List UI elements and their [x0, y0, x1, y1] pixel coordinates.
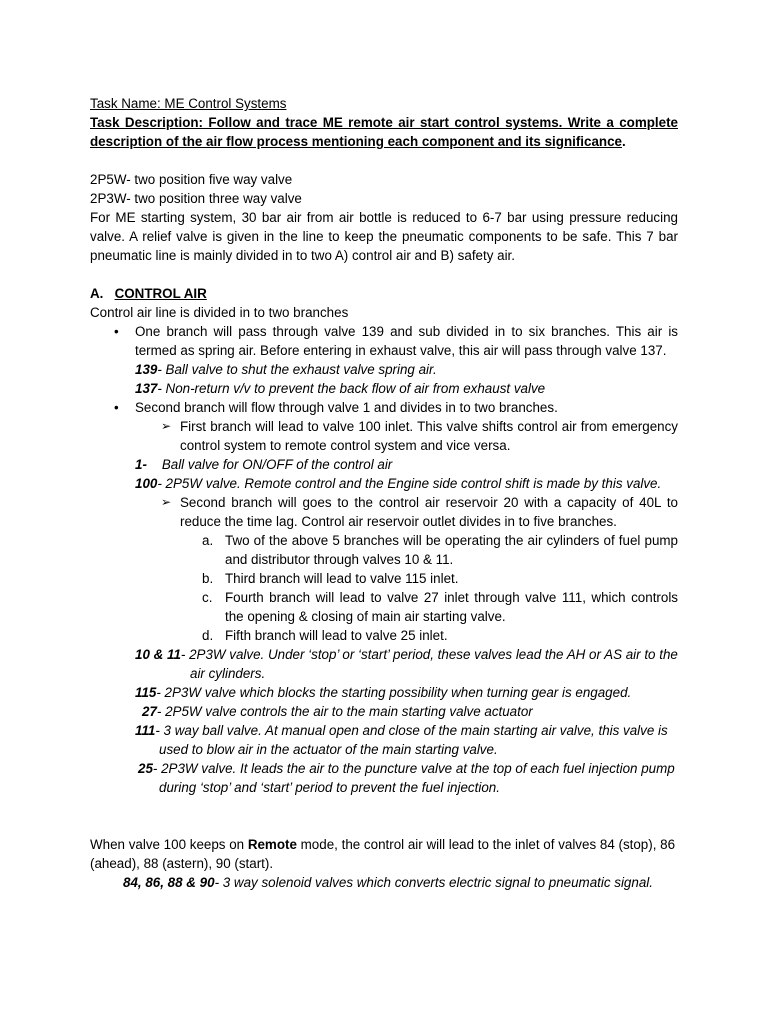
- sub-a-text: Two of the above 5 branches will be operating the air cylinders of fuel pump and distributor through valves 10 & 11.: [225, 533, 678, 567]
- task-name: Task Name: ME Control Systems: [90, 96, 287, 111]
- sub-b-letter: b.: [202, 571, 214, 586]
- note-25-num: 25: [138, 761, 153, 776]
- remote-bold: Remote: [247, 837, 297, 852]
- list-item: [90, 588, 678, 626]
- sub-d-text: Fifth branch will lead to valve 25 inlet.: [225, 628, 448, 643]
- note-1: [90, 455, 678, 474]
- note-115-text: - 2P3W valve which blocks the starting possibility when turning gear is engaged.: [156, 685, 632, 700]
- note-100: [90, 474, 678, 493]
- sub-c-text: Fourth branch will lead to valve 27 inlet through valve 111, which controls the opening & closing of main air starting valve.: [225, 590, 678, 624]
- task-description-period: .: [622, 134, 626, 149]
- list-item: [90, 531, 678, 569]
- note-1-num: 1-: [135, 457, 147, 472]
- note-84-text: - 3 way solenoid valves which converts electric signal to pneumatic signal.: [214, 875, 653, 890]
- note-100-num: 100: [135, 476, 158, 491]
- section-a-letter: A.: [90, 286, 104, 301]
- definition-2p3w: 2P3W- two position three way valve: [90, 191, 302, 206]
- arrow-1-text: First branch will lead to valve 100 inlet. This valve shifts control air from emergency control system to remote control system and vice versa.: [180, 419, 678, 453]
- note-137-num: 137: [135, 381, 158, 396]
- note-10-11-text: - 2P3W valve. Under ‘stop’ or ‘start’ period, these valves lead the AH or AS air to the air cylinders.: [180, 647, 678, 681]
- note-10-11-num: 10 & 11: [135, 647, 181, 662]
- section-a-title: CONTROL AIR: [114, 286, 207, 301]
- note-25-text: - 2P3W valve. It leads the air to the puncture valve at the top of each fuel injection pump during ‘stop’ and ‘start’ period to prevent the fuel injection.: [152, 761, 675, 795]
- note-111: [90, 721, 678, 759]
- list-item: [90, 417, 678, 455]
- sub-c-letter: c.: [202, 590, 213, 605]
- intro-paragraph: For ME starting system, 30 bar air from air bottle is reduced to 6-7 bar using pressure reducing valve. A relief valve is given in the line to keep the pneumatic components to be safe. This 7 bar pneumatic line is mainly divided in to two A) control air and B) safety air.: [90, 210, 678, 263]
- list-item: [90, 322, 678, 360]
- note-84-num: 84, 86, 88 & 90: [123, 875, 215, 890]
- remote-post: mode, the control air will lead to the inlet of valves 84 (stop), 86 (ahead), 88 (astern), 90 (start).: [90, 837, 676, 871]
- note-139-num: 139: [135, 362, 158, 377]
- list-item: [90, 493, 678, 531]
- list-item: [90, 626, 678, 645]
- note-27-text: - 2P5W valve controls the air to the main starting valve actuator: [156, 704, 533, 719]
- remote-mode-paragraph: [90, 835, 678, 873]
- note-25: [90, 759, 678, 797]
- remote-pre: When valve 100 keeps on: [90, 837, 248, 852]
- task-description: [90, 113, 678, 151]
- bullet-2-text: Second branch will flow through valve 1 and divides in to two branches.: [135, 400, 558, 415]
- note-1-text: Ball valve for ON/OFF of the control air: [161, 457, 393, 472]
- note-100-text: - 2P5W valve. Remote control and the Engine side control shift is made by this valve.: [157, 476, 662, 491]
- arrow-bullet-icon: ➢: [161, 419, 172, 433]
- note-115: [90, 683, 678, 702]
- document-page: [90, 94, 678, 892]
- section-a-heading: [90, 284, 678, 303]
- note-139: [90, 360, 678, 379]
- note-27-num: 27: [142, 704, 157, 719]
- sub-a-letter: a.: [202, 533, 214, 548]
- arrow-2-text: Second branch will goes to the control air reservoir 20 with a capacity of 40L to reduce the time lag. Control air reservoir outlet divides in to five branches.: [180, 495, 678, 529]
- note-111-text: - 3 way ball valve. At manual open and close of the main starting air valve, this valve is used to blow air in the actuator of the main starting valve.: [155, 723, 668, 757]
- list-item: [90, 398, 678, 417]
- arrow-bullet-icon: ➢: [161, 495, 172, 509]
- definition-2p5w: 2P5W- two position five way valve: [90, 172, 293, 187]
- note-137-text: - Non-return v/v to prevent the back flow of air from exhaust valve: [157, 381, 546, 396]
- note-115-num: 115: [135, 685, 157, 700]
- note-111-num: 111: [135, 723, 156, 738]
- list-item: [90, 569, 678, 588]
- sub-d-letter: d.: [202, 628, 214, 643]
- task-description-text: Task Description: Follow and trace ME remote air start control systems. Write a complete description of the air flow process mentioning each component and its significance: [90, 115, 678, 149]
- bullet-icon: •: [114, 400, 119, 415]
- sub-b-text: Third branch will lead to valve 115 inlet.: [225, 571, 459, 586]
- note-10-11: [90, 645, 678, 683]
- note-137: [90, 379, 678, 398]
- bullet-icon: •: [114, 324, 119, 339]
- note-84-86-88-90: [90, 873, 678, 892]
- bullet-1-text: One branch will pass through valve 139 and sub divided in to six branches. This air is termed as spring air. Before entering in exhaust valve, this air will pass through valve 137.: [135, 324, 678, 358]
- control-air-intro: Control air line is divided in to two branches: [90, 305, 349, 320]
- note-139-text: - Ball valve to shut the exhaust valve spring air.: [157, 362, 437, 377]
- note-27: [90, 702, 678, 721]
